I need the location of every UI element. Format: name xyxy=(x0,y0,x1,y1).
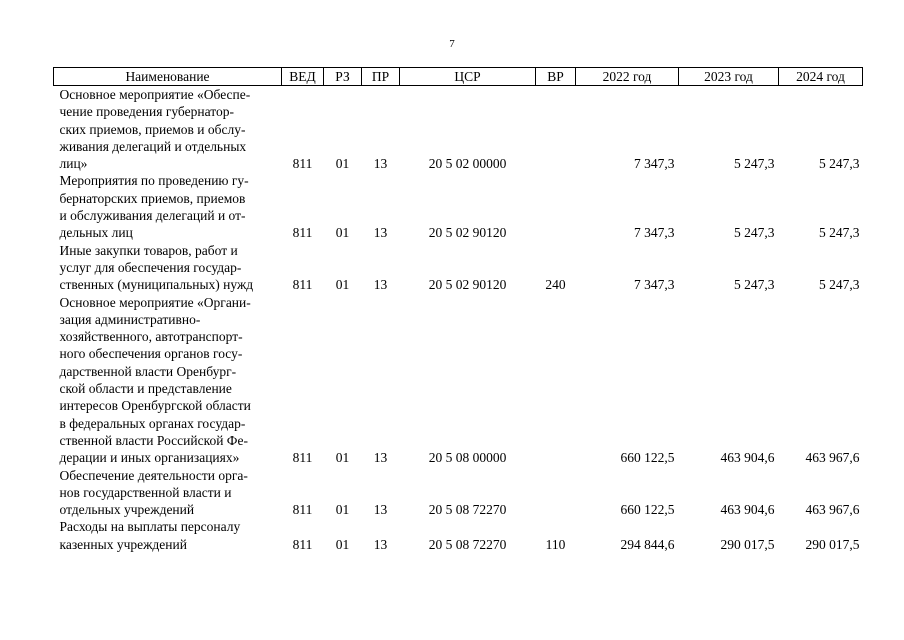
cell-name-line: дерации и иных организациях» xyxy=(59,450,240,466)
cell-name-line: ской области и представление xyxy=(59,381,232,397)
cell-name xyxy=(54,518,282,553)
cell-csr: 20 5 08 72270 xyxy=(428,536,507,552)
cell-name-line: дельных лиц xyxy=(59,225,133,241)
cell-vr xyxy=(536,294,576,467)
cell-2022: 660 122,5 xyxy=(620,450,675,466)
cell-name-line: зация административно- xyxy=(59,311,201,327)
cell-2023: 5 247,3 xyxy=(734,277,775,293)
cell-csr: 20 5 02 00000 xyxy=(428,156,507,172)
cell-2024: 290 017,5 xyxy=(805,536,860,552)
table-row xyxy=(54,242,863,294)
cell-name-line: Обеспечение деятельности орга- xyxy=(59,467,248,483)
cell-name-line: казенных учреждений xyxy=(59,536,187,552)
cell-name-line: ного обеспечения органов госу- xyxy=(59,346,243,362)
cell-name-line: Расходы на выплаты персоналу xyxy=(59,519,241,535)
cell-name-line: Иные закупки товаров, работ и xyxy=(59,242,238,258)
cell-rz: 01 xyxy=(335,536,350,552)
cell-csr: 20 5 02 90120 xyxy=(428,277,507,293)
cell-name xyxy=(54,467,282,519)
cell-name-line: лиц» xyxy=(59,156,88,172)
page-number: 7 xyxy=(449,38,455,50)
table-row xyxy=(54,294,863,467)
cell-2022: 7 347,3 xyxy=(634,156,675,172)
cell-2024: 5 247,3 xyxy=(819,156,860,172)
cell-csr: 20 5 08 00000 xyxy=(428,450,507,466)
cell-pr: 13 xyxy=(373,277,388,293)
cell-name xyxy=(54,242,282,294)
cell-2023: 463 904,6 xyxy=(720,450,775,466)
cell-vr xyxy=(536,172,576,241)
cell-rz: 01 xyxy=(335,277,350,293)
header-2024: 2024 год xyxy=(779,68,863,86)
cell-name-line: ственной власти Российской Фе- xyxy=(59,432,248,448)
cell-2023: 290 017,5 xyxy=(720,536,775,552)
cell-ved: 811 xyxy=(292,277,313,293)
cell-name-line: Основное мероприятие «Органи- xyxy=(59,294,251,310)
cell-2023: 5 247,3 xyxy=(734,225,775,241)
table-header xyxy=(54,68,863,86)
cell-vr xyxy=(536,86,576,173)
cell-2024: 463 967,6 xyxy=(805,502,860,518)
cell-ved: 811 xyxy=(292,502,313,518)
cell-2022: 7 347,3 xyxy=(634,225,675,241)
header-2023: 2023 год xyxy=(679,68,779,86)
cell-name-line: бернаторских приемов, приемов xyxy=(59,190,246,206)
budget-table xyxy=(53,67,863,553)
cell-2023: 463 904,6 xyxy=(720,502,775,518)
cell-ved: 811 xyxy=(292,536,313,552)
cell-name-line: Основное мероприятие «Обеспе- xyxy=(59,87,251,102)
cell-rz: 01 xyxy=(335,225,350,241)
cell-name-line: ских приемов, приемов и обслу- xyxy=(59,121,246,137)
cell-2024: 5 247,3 xyxy=(819,277,860,293)
cell-ved: 811 xyxy=(292,156,313,172)
header-vr: ВР xyxy=(536,68,576,86)
header-2022: 2022 год xyxy=(576,68,679,86)
cell-name-line: и обслуживания делегаций и от- xyxy=(59,208,246,224)
cell-name-line: нов государственной власти и xyxy=(59,484,232,500)
cell-2024: 5 247,3 xyxy=(819,225,860,241)
cell-2024: 463 967,6 xyxy=(805,450,860,466)
cell-name-line: отдельных учреждений xyxy=(59,502,195,518)
cell-name-line: Мероприятия по проведению гу- xyxy=(59,173,249,189)
cell-rz: 01 xyxy=(335,450,350,466)
header-name: Наименование xyxy=(54,68,282,86)
cell-ved: 811 xyxy=(292,450,313,466)
cell-vr: 240 xyxy=(545,277,566,293)
cell-pr: 13 xyxy=(373,156,388,172)
cell-pr: 13 xyxy=(373,536,388,552)
cell-csr: 20 5 08 72270 xyxy=(428,502,507,518)
cell-name-line: хозяйственного, автотранспорт- xyxy=(59,329,243,345)
cell-rz: 01 xyxy=(335,502,350,518)
cell-name xyxy=(54,86,282,173)
table-row xyxy=(54,86,863,173)
cell-name xyxy=(54,172,282,241)
header-row xyxy=(54,68,863,86)
header-ved: ВЕД xyxy=(282,68,324,86)
cell-csr: 20 5 02 90120 xyxy=(428,225,507,241)
header-rz: РЗ xyxy=(324,68,362,86)
cell-name-line: чение проведения губернатор- xyxy=(59,104,234,120)
cell-name-line: живания делегаций и отдельных xyxy=(59,138,247,154)
cell-2022: 660 122,5 xyxy=(620,502,675,518)
cell-pr: 13 xyxy=(373,225,388,241)
cell-2022: 294 844,6 xyxy=(620,536,675,552)
cell-vr: 110 xyxy=(545,536,566,552)
cell-pr: 13 xyxy=(373,502,388,518)
table-row xyxy=(54,467,863,519)
cell-name-line: ственных (муниципальных) нужд xyxy=(59,277,254,293)
cell-name-line: дарственной власти Оренбург- xyxy=(59,363,237,379)
header-pr: ПР xyxy=(362,68,400,86)
cell-pr: 13 xyxy=(373,450,388,466)
cell-2022: 7 347,3 xyxy=(634,277,675,293)
header-csr: ЦСР xyxy=(400,68,536,86)
table-row xyxy=(54,518,863,553)
table-row xyxy=(54,172,863,241)
cell-rz: 01 xyxy=(335,156,350,172)
cell-ved: 811 xyxy=(292,225,313,241)
cell-name-line: услуг для обеспечения государ- xyxy=(59,259,242,275)
cell-name xyxy=(54,294,282,467)
table-body xyxy=(54,86,863,554)
cell-name-line: в федеральных органах государ- xyxy=(59,415,246,431)
cell-name-line: интересов Оренбургской области xyxy=(59,398,251,414)
cell-vr xyxy=(536,467,576,519)
cell-2023: 5 247,3 xyxy=(734,156,775,172)
